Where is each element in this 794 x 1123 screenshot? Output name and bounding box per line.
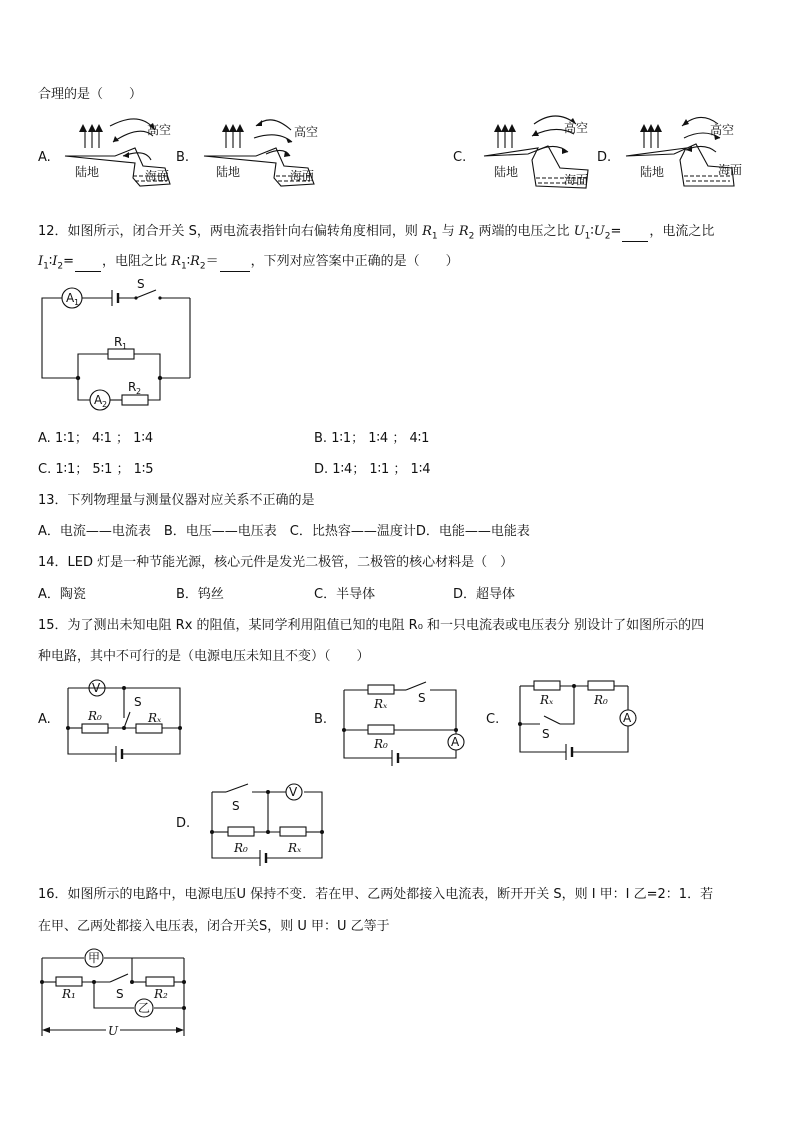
- q12-r2-sub: 2: [136, 387, 142, 396]
- q16-stem-line1: 16．如图所示的电路中，电源电压U 保持不变．若在甲、乙两处都接入电流表，断开开关 S，则 I 甲：I 乙=2：1．若: [38, 887, 714, 902]
- q13-options[interactable]: A．电流——电流表 B．电压——电压表 C．比热容——温度计D．电能——电能表: [38, 524, 530, 539]
- q15-a-switch: S: [134, 695, 142, 709]
- q11-figure-b: [196, 108, 326, 198]
- q11-c-land-label: 陆地: [494, 165, 519, 179]
- q12-a1-label: A: [66, 291, 75, 305]
- q15-b-meter: A: [451, 735, 460, 749]
- q12-r1-sub: 1: [122, 342, 128, 351]
- q12-r1-label: R: [114, 335, 123, 349]
- q14-option-a[interactable]: A．陶瓷: [38, 587, 86, 602]
- q12-option-b-text: 1∶1； 1∶4 ； 4∶1: [331, 431, 430, 446]
- q11-d-sky-label: 高空: [710, 123, 735, 137]
- q11-c-sea-label: 海面: [564, 173, 589, 187]
- q12-option-c-text: 1∶1； 5∶1 ； 1∶5: [55, 462, 154, 477]
- q12-option-b-letter: B.: [314, 431, 328, 446]
- q12-stem-line1: 12．如图所示，闭合开关 S，两电流表指针向右偏转角度相同，则 $R_1$ 与 $R_2$ 两端的电压之比 $U_1∶U_2=$ ，电流之比: [38, 224, 715, 242]
- q15-d-switch: S: [232, 799, 240, 813]
- q14-option-c[interactable]: C．半导体: [314, 587, 376, 602]
- q11-figure-a: [55, 108, 185, 198]
- q15-d-r0: R₀: [234, 841, 248, 855]
- q14-option-d[interactable]: D．超导体: [453, 587, 516, 602]
- q15-a-rx: Rₓ: [148, 711, 162, 725]
- q11-d-sea-label: 海面: [718, 163, 743, 177]
- q15-option-c-letter[interactable]: C.: [486, 712, 500, 727]
- q11-option-a-letter[interactable]: A.: [38, 150, 51, 165]
- q11-a-sea-label: 海面: [145, 169, 170, 183]
- q15-option-a-letter[interactable]: A.: [38, 712, 51, 727]
- q12-option-d-text: 1∶4； 1∶1 ； 1∶4: [332, 462, 431, 477]
- q12-option-d-letter: D.: [314, 462, 329, 477]
- q15-circuit-b: [340, 676, 470, 764]
- q12-a1-sub: 1: [74, 298, 80, 307]
- q16-u-label: U: [108, 1024, 119, 1038]
- q15-c-switch: S: [542, 727, 550, 741]
- q16-switch-label: S: [116, 987, 124, 1001]
- q15-option-b-letter[interactable]: B.: [314, 712, 328, 727]
- q12-blank-voltage[interactable]: [622, 229, 648, 242]
- q12-stem-line2: $I_1∶I_2=$ ，电阻之比 $R_1∶R_2=$ ，下列对应答案中正确的是（ ）: [38, 254, 459, 272]
- q15-option-d-letter[interactable]: D.: [176, 816, 191, 831]
- q12-option-c-letter: C.: [38, 462, 52, 477]
- q11-b-sky-label: 高空: [294, 125, 319, 139]
- q14-option-b[interactable]: B．钨丝: [176, 587, 224, 602]
- q12-line1-c: ，电流之比: [649, 224, 715, 239]
- q11-option-c-letter[interactable]: C.: [453, 150, 467, 165]
- q12-line2-b: ，下列对应答案中正确的是（ ）: [250, 254, 459, 269]
- q11-figure-c: [476, 108, 606, 198]
- q15-d-meter: V: [289, 785, 298, 799]
- q11-b-sea-label: 海面: [290, 169, 315, 183]
- q12-blank-current[interactable]: [75, 259, 101, 272]
- q12-line1-a: 12．如图所示，闭合开关 S，两电流表指针向右偏转角度相同，则: [38, 224, 418, 239]
- q11-stem-tail: 合理的是（ ）: [38, 87, 143, 102]
- q12-circuit: [38, 274, 198, 416]
- q15-c-meter: A: [623, 711, 632, 725]
- q11-a-land-label: 陆地: [75, 165, 100, 179]
- q11-b-land-label: 陆地: [216, 165, 241, 179]
- q15-a-r0: R₀: [88, 709, 102, 723]
- q15-d-rx: Rₓ: [288, 841, 302, 855]
- q12-option-c[interactable]: [38, 458, 154, 477]
- q15-a-meter: V: [92, 681, 101, 695]
- q12-option-b[interactable]: [314, 427, 429, 446]
- q12-line2-a: ，电阻之比: [102, 254, 168, 269]
- q11-d-land-label: 陆地: [640, 165, 665, 179]
- q16-r2-label: R₂: [154, 987, 168, 1001]
- q15-b-rx: Rₓ: [374, 697, 388, 711]
- q15-stem-line2: 种电路，其中不可行的是（电源电压未知且不变）（ ）: [38, 649, 370, 664]
- q11-figure-d: [622, 108, 752, 198]
- q12-a2-sub: 2: [102, 400, 108, 409]
- q16-circuit: [38, 944, 188, 1044]
- q14-stem: 14．LED 灯是一种节能光源，核心元件是发光二极管，二极管的核心材料是（ ）: [38, 555, 514, 570]
- q15-b-r0: R₀: [374, 737, 388, 751]
- q15-c-r0: R₀: [594, 693, 608, 707]
- q12-option-a[interactable]: [38, 427, 153, 446]
- q12-a2-label: A: [94, 393, 103, 407]
- q15-circuit-d: [208, 780, 328, 866]
- q11-c-sky-label: 高空: [564, 121, 589, 135]
- q12-option-a-letter: A.: [38, 431, 51, 446]
- q11-a-sky-label: 高空: [147, 123, 172, 137]
- q12-r2-label: R: [128, 380, 137, 394]
- q13-stem: 13．下列物理量与测量仪器对应关系不正确的是: [38, 493, 315, 508]
- q15-stem-line1: 15．为了测出未知电阻 Rx 的阻值，某同学利用阻值已知的电阻 R₀ 和一只电流表或电压表分 别设计了如图所示的四: [38, 618, 705, 633]
- q12-blank-resistance[interactable]: [220, 259, 250, 272]
- q16-yi-label: 乙: [138, 1001, 151, 1015]
- q15-circuit-c: [516, 676, 640, 764]
- q16-stem-line2: 在甲、乙两处都接入电压表，闭合开关S，则 U 甲：U 乙等于: [38, 919, 390, 934]
- q15-circuit-a: [64, 676, 184, 764]
- q12-option-d[interactable]: [314, 458, 430, 477]
- q15-c-rx: Rₓ: [540, 693, 554, 707]
- q16-jia-label: 甲: [88, 951, 101, 965]
- q12-switch-label: S: [137, 277, 145, 291]
- q12-line1-b: 两端的电压之比: [478, 224, 570, 239]
- q11-option-b-letter[interactable]: B.: [176, 150, 190, 165]
- q15-b-switch: S: [418, 691, 426, 705]
- q12-option-a-text: 1∶1； 4∶1 ； 1∶4: [54, 431, 154, 446]
- q11-option-d-letter[interactable]: D.: [597, 150, 612, 165]
- q16-r1-label: R₁: [62, 987, 76, 1001]
